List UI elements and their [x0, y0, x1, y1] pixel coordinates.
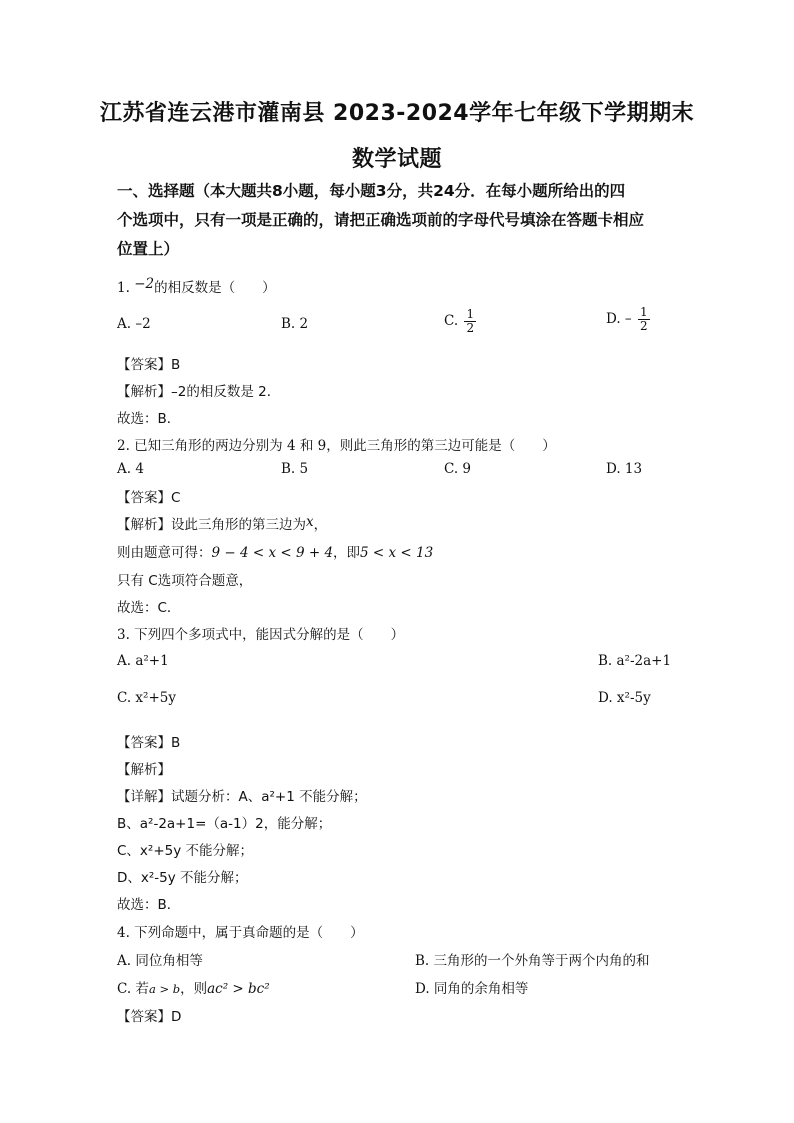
section-heading-line-2: 个选项中，只有一项是正确的，请把正确选项前的字母代号填涂在答题卡相应 [117, 211, 645, 229]
q2-derivation-prefix: 则由题意可得： [117, 545, 212, 561]
q1-option-c [444, 308, 478, 335]
q4-option-c-conclusion: ac² > bc² [207, 981, 270, 997]
q1-answer: 【答案】B [117, 357, 181, 373]
q1-option-b: B. 2 [281, 316, 309, 332]
q2-option-c: C. 9 [444, 461, 472, 477]
q2-variable: x [306, 514, 314, 530]
q1-option-a: A. –2 [117, 316, 151, 332]
q1-stem-text: 的相反数是（ ） [154, 280, 276, 296]
q3-option-c: C. x²+5y [117, 690, 176, 706]
q2-conclusion: 故选：C． [117, 600, 181, 616]
q4-option-c [117, 977, 270, 997]
question-1-stem [117, 276, 276, 296]
question-2-stem: 2. 已知三角形的两边分别为 4 和 9，则此三角形的第三边可能是（ ） [117, 438, 556, 454]
q4-option-c-mid: ，则 [180, 981, 208, 997]
q2-inequality-2: 5 < x < 13 [360, 545, 434, 561]
q3-answer: 【答案】B [117, 735, 181, 751]
q4-option-d: D. 同角的余角相等 [415, 981, 529, 997]
q2-option-b: B. 5 [281, 461, 309, 477]
q1-option-d [606, 306, 652, 333]
q2-analysis [117, 513, 327, 533]
q3-detail-4: D、x²-5y 不能分解； [117, 870, 248, 886]
question-3-stem: 3. 下列四个多项式中，能因式分解的是（ ） [117, 627, 405, 643]
q1-option-d-fraction [638, 306, 650, 333]
q3-detail-2: B、a²-2a+1=（a-1）2，能分解； [117, 816, 332, 832]
q3-option-a: A. a²+1 [117, 653, 169, 669]
q1-option-c-label: C. [444, 313, 459, 329]
exam-title: 江苏省连云港市灌南县 2023-2024学年七年级下学期期末 [99, 101, 695, 126]
q3-conclusion: 故选：B． [117, 897, 181, 913]
q3-detail-3: C、x²+5y 不能分解； [117, 843, 254, 859]
exam-subtitle: 数学试题 [351, 147, 442, 172]
question-4-stem: 4. 下列命题中，属于真命题的是（ ） [117, 925, 364, 941]
q3-analysis: 【解析】 [117, 762, 171, 778]
q2-derivation [117, 541, 433, 561]
q2-analysis-text: 【解析】设此三角形的第三边为 [117, 517, 306, 533]
q1-option-d-label: D. – [606, 311, 632, 327]
q4-answer: 【答案】D [117, 1009, 182, 1025]
section-heading-line-1: 一、选择题（本大题共8小题，每小题3分，共24分．在每小题所给出的四 [117, 182, 626, 200]
q3-option-d: D. x²-5y [598, 690, 651, 706]
q1-option-c-numerator: 1 [466, 307, 475, 321]
section-heading-line-3: 位置上） [117, 240, 180, 258]
q1-option-d-numerator: 1 [639, 305, 648, 319]
q1-option-c-denominator: 2 [466, 321, 475, 335]
q1-number: 1. [117, 280, 130, 296]
q2-analysis-suffix: ， [313, 517, 328, 533]
q4-option-c-condition: a > b [148, 982, 181, 996]
q2-reasoning: 只有 C选项符合题意， [117, 573, 253, 589]
q1-option-d-denominator: 2 [639, 319, 648, 333]
q1-conclusion: 故选：B． [117, 411, 181, 427]
q2-option-d: D. 13 [606, 461, 643, 477]
q2-answer: 【答案】C [117, 490, 181, 506]
q2-inequality-1: 9 − 4 < x < 9 + 4 [211, 545, 334, 561]
q1-analysis: 【解析】–2的相反数是 2． [117, 384, 281, 400]
q2-option-a: A. 4 [117, 461, 144, 477]
q4-option-a: A. 同位角相等 [117, 953, 203, 969]
q3-detail-1: 【详解】试题分析：A、a²+1 不能分解； [117, 789, 367, 805]
q3-option-b: B. a²-2a+1 [598, 653, 672, 669]
q1-value: −2 [134, 276, 155, 292]
q4-option-b: B. 三角形的一个外角等于两个内角的和 [415, 953, 650, 969]
q2-derivation-mid: ，即 [333, 545, 361, 561]
q4-option-c-prefix: C. 若 [117, 981, 149, 997]
q1-option-c-fraction [464, 308, 476, 335]
